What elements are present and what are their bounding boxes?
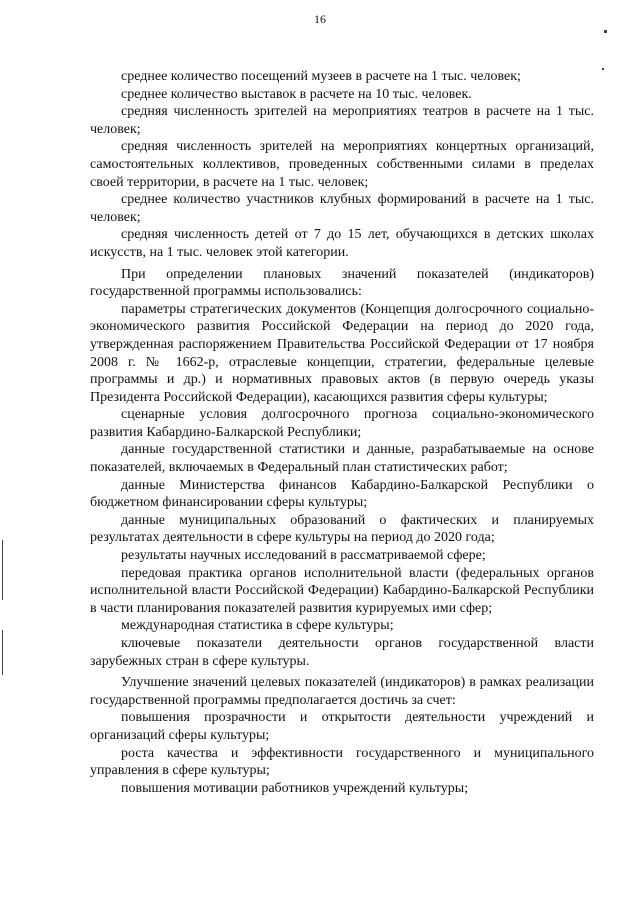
paragraph: передовая практика органов исполнительной власти (федеральных органов исполнительной власти Российской Федерации) Кабардино-Балкарской Республики в части планирования показателей развития курируемых ими сфер;	[90, 565, 594, 616]
paragraph: Улучшение значений целевых показателей (индикаторов) в рамках реализации государственной программы предполагается достичь за счет:	[90, 675, 594, 708]
document-body	[90, 68, 594, 797]
paragraph: средняя численность зрителей на мероприятиях концертных организаций, самостоятельных коллективов, проведенных собственными силами в пределах своей территории, в расчете на 1 тыс. человек;	[90, 139, 594, 190]
paragraph: средняя численность зрителей на мероприятиях театров в расчете на 1 тыс. человек;	[90, 104, 594, 137]
scan-mark	[2, 540, 3, 600]
scan-mark	[2, 630, 3, 675]
paragraph: среднее количество выставок в расчете на 10 тыс. человек.	[121, 86, 472, 102]
paragraph: ключевые показатели деятельности органов государственной власти зарубежных стран в сфере культуры.	[90, 636, 594, 669]
paragraph: При определении плановых значений показателей (индикаторов) государственной программы использовались:	[90, 266, 594, 300]
paragraph: данные государственной статистики и данные, разрабатываемые на основе показателей, включаемых в Федеральный план статистических работ;	[90, 442, 594, 476]
paragraph: средняя численность детей от 7 до 15 лет, обучающихся в детских школах искусств, на 1 тыс. человек этой категории.	[90, 227, 594, 260]
paragraph: роста качества и эффективности государственного и муниципального управления в сфере культуры;	[90, 745, 594, 779]
scan-mark	[604, 30, 607, 33]
paragraph: среднее количество посещений музеев в расчете на 1 тыс. человек;	[121, 69, 521, 84]
paragraph: повышения прозрачности и открытости деятельности учреждений и организаций сферы культуры;	[90, 710, 594, 743]
paragraph: повышения мотивации работников учреждений культуры;	[121, 780, 469, 796]
paragraph: среднее количество участников клубных формирований в расчете на 1 тыс. человек;	[90, 192, 594, 225]
scan-mark	[602, 68, 604, 70]
paragraph: результаты научных исследований в рассматриваемой сфере;	[121, 548, 486, 564]
paragraph: международная статистика в сфере культуры;	[121, 618, 394, 634]
paragraph: параметры стратегических документов (Концепция долгосрочного социально-экономического развития Российской Федерации на период до 2020 года, утвержденная распоряжением Правительства Российской Федерации от 17 ноября 2008 г. № 1662-р, отраслевые концепции, стратегии, федеральные целевые программы и др.) и нормативных правовых актов (в первую очередь указы Президента Российской Федерации), касающихся развития сферы культуры;	[90, 301, 594, 405]
paragraph: сценарные условия долгосрочного прогноза социально-экономического развития Кабардино-Балкарской Республики;	[90, 407, 594, 440]
page-number: 16	[314, 12, 326, 26]
paragraph: данные муниципальных образований о фактических и планируемых результатах деятельности в сфере культуры на период до 2020 года;	[90, 512, 594, 546]
paragraph: данные Министерства финансов Кабардино-Балкарской Республики о бюджетном финансировании сферы культуры;	[90, 477, 594, 511]
